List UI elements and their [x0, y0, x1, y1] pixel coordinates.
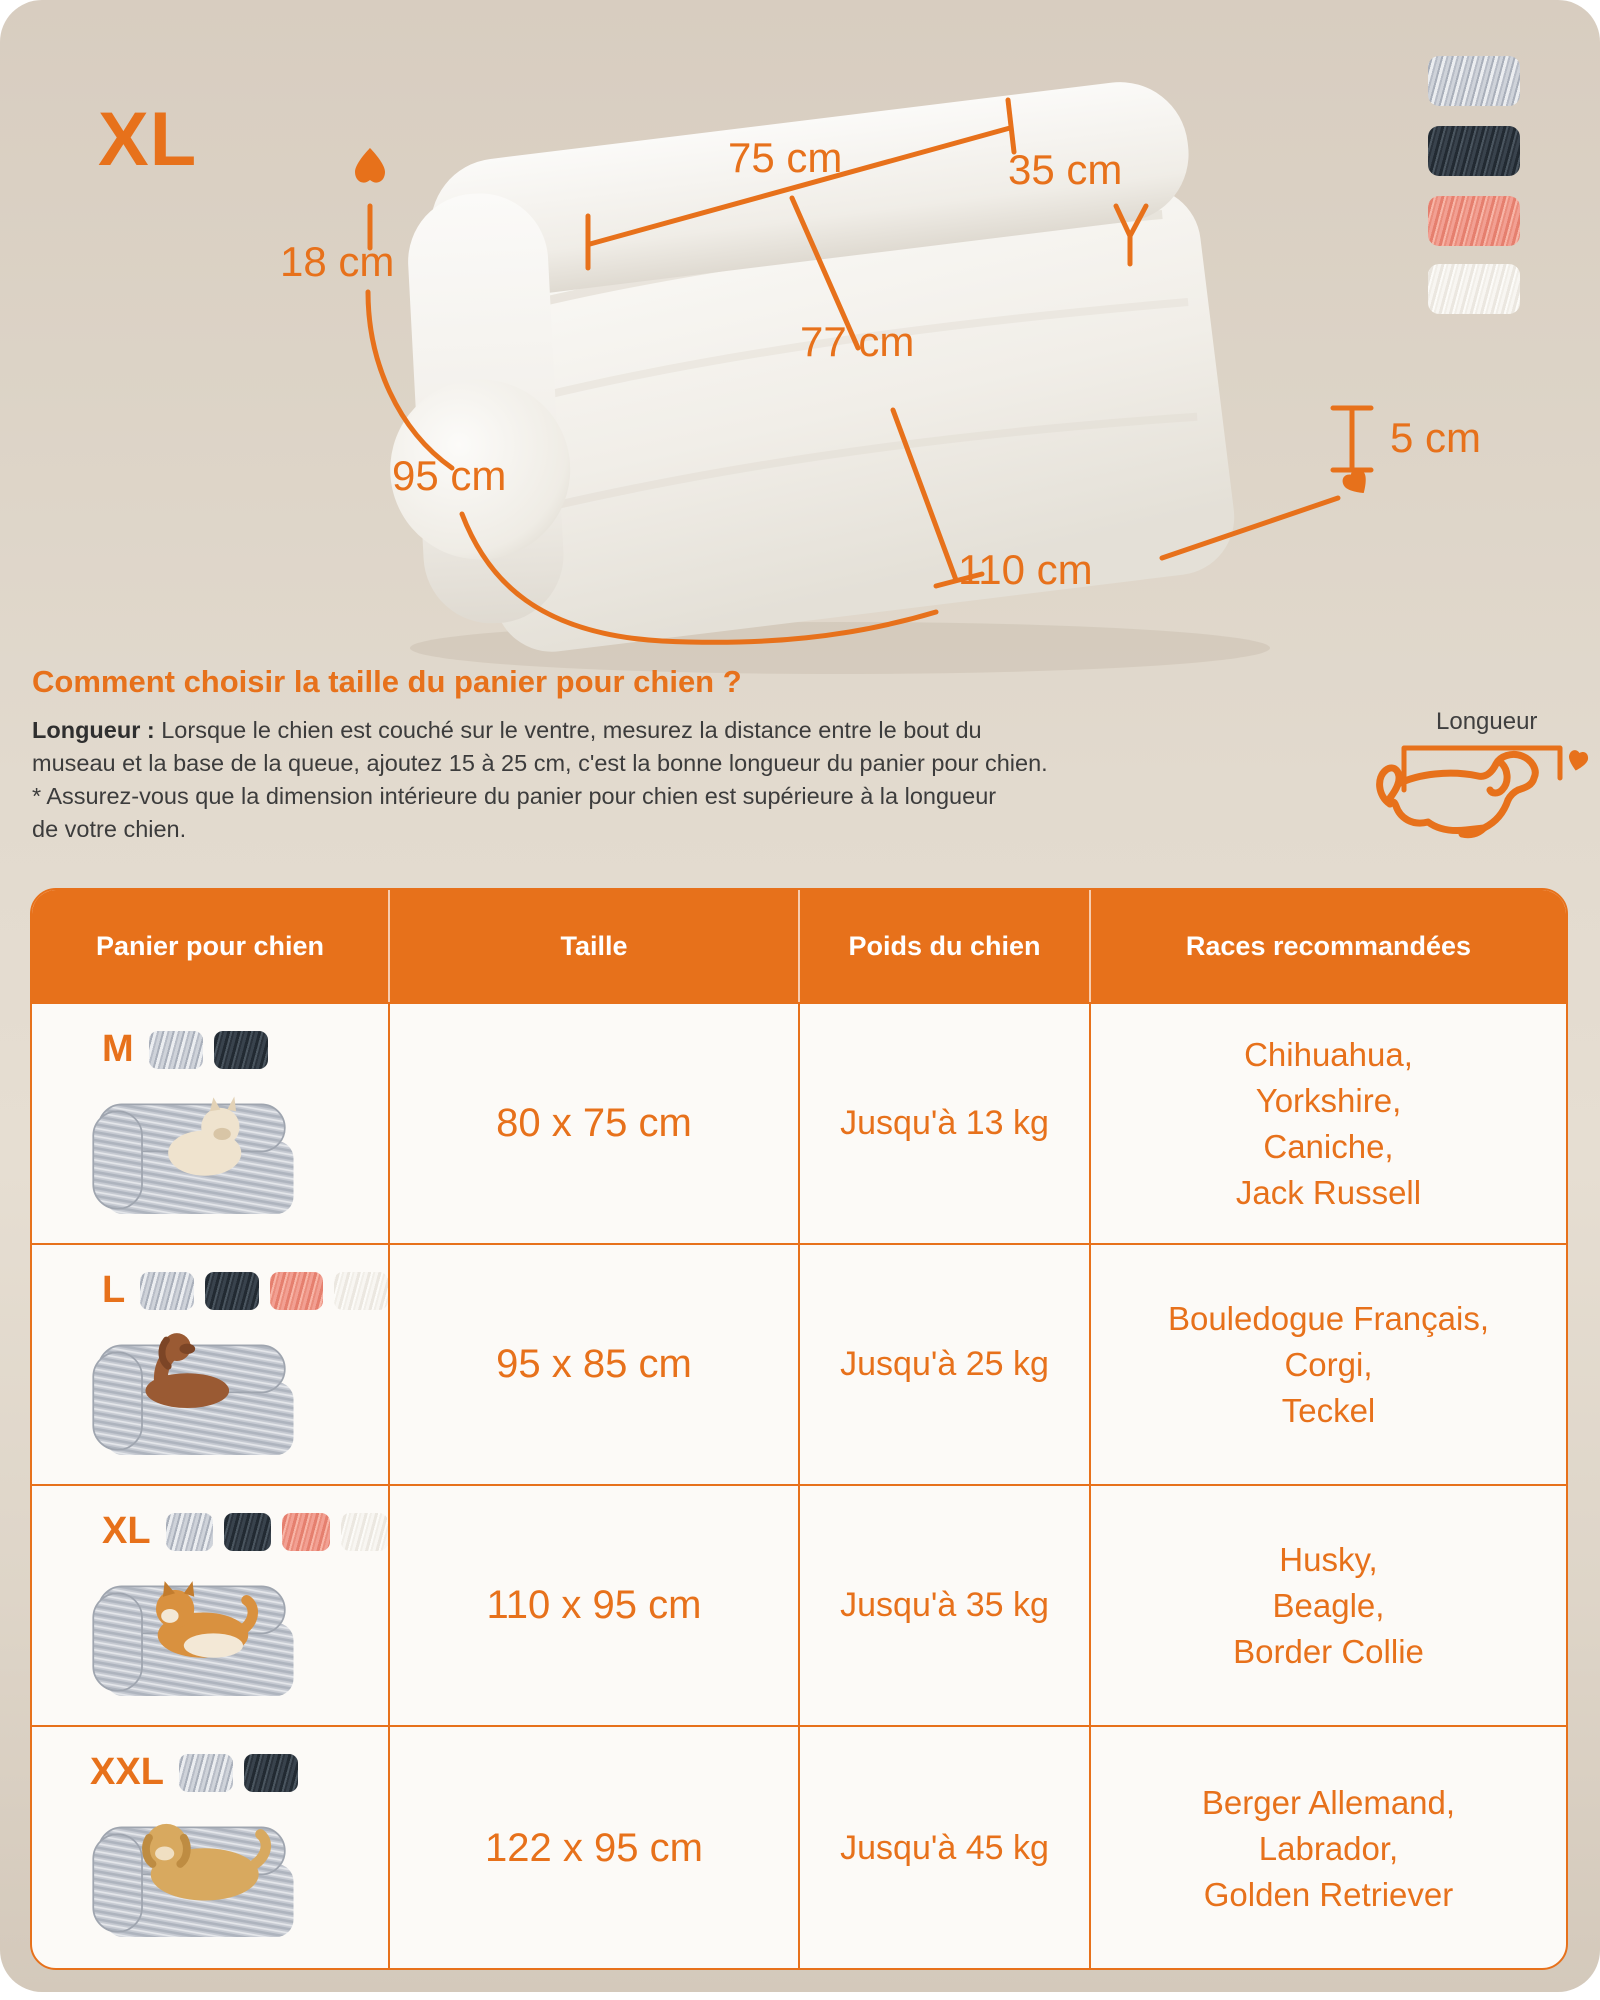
header-panier: Panier pour chien — [32, 890, 390, 1002]
product-photo-xl — [76, 1555, 316, 1703]
swatch-grey-icon — [140, 1272, 194, 1310]
product-cell-l — [32, 1243, 390, 1484]
swatch-grey-icon — [149, 1031, 203, 1069]
dim-inner-width: 77 cm — [800, 318, 915, 365]
race-item: Labrador, — [1258, 1829, 1399, 1867]
swatch-pink-icon — [270, 1272, 324, 1310]
dim-side-depth: 95 cm — [392, 452, 507, 499]
poids-value: Jusqu'à 35 kg — [840, 1586, 1049, 1624]
dim-mat-thickness: 5 cm — [1390, 414, 1482, 461]
race-item: Teckel — [1281, 1391, 1376, 1429]
table-row — [32, 1243, 1566, 1484]
product-photo-xxl — [76, 1796, 316, 1944]
table-header-row — [32, 890, 1566, 1002]
dim-total-width: 110 cm — [958, 546, 1093, 593]
race-item: Husky, — [1279, 1540, 1378, 1578]
race-item: Beagle, — [1272, 1586, 1385, 1624]
product-cell-m — [32, 1002, 390, 1243]
taille-value: 95 x 85 cm — [496, 1342, 692, 1386]
swatch-dark-icon — [224, 1513, 271, 1551]
longueur-diagram — [0, 0, 1600, 900]
taille-value: 122 x 95 cm — [485, 1826, 703, 1870]
race-item: Jack Russell — [1235, 1173, 1422, 1211]
guide-line4: de votre chien. — [32, 816, 187, 842]
poids-value: Jusqu'à 25 kg — [840, 1345, 1049, 1383]
header-taille: Taille — [390, 890, 800, 1002]
race-item: Berger Allemand, — [1201, 1783, 1456, 1821]
race-item: Bouledogue Français, — [1167, 1299, 1490, 1337]
races-list — [1168, 1296, 1489, 1434]
swatch-dark-icon — [214, 1031, 268, 1069]
product-photo-l — [76, 1314, 316, 1462]
row-size-label: L — [102, 1269, 126, 1311]
header-races: Races recommandées — [1185, 930, 1472, 961]
size-table — [30, 888, 1568, 1970]
swatch-dark-icon — [244, 1754, 298, 1792]
small-heart-icon — [1566, 749, 1589, 772]
guide-line3: * Assurez-vous que la dimension intérieure du panier pour chien est supérieure à la longueur — [32, 783, 997, 809]
races-list — [1233, 1537, 1424, 1675]
table-row — [32, 1484, 1566, 1725]
race-item: Chihuahua, — [1244, 1035, 1413, 1073]
guide-line1: Lorsque le chien est couché sur le ventre, mesurez la distance entre le bout du — [154, 717, 982, 743]
races-list — [1202, 1780, 1455, 1918]
race-item: Corgi, — [1284, 1345, 1373, 1383]
dim-back-depth: 35 cm — [1008, 146, 1123, 193]
guide-line2: museau et la base de la queue, ajoutez 15 à 25 cm, c'est la bonne longueur du panier pour chien. — [32, 750, 1048, 776]
taille-value: 80 x 75 cm — [496, 1101, 692, 1145]
swatch-white-icon — [341, 1513, 388, 1551]
poids-value: Jusqu'à 13 kg — [840, 1104, 1049, 1142]
hero-size-label: XL — [98, 97, 198, 182]
swatch-grey-icon — [166, 1513, 213, 1551]
product-cell-xl — [32, 1484, 390, 1725]
row-size-label: M — [102, 1028, 134, 1070]
longueur-diagram-label: Longueur — [1436, 708, 1538, 735]
race-item: Border Collie — [1233, 1632, 1424, 1670]
race-item: Caniche, — [1263, 1127, 1394, 1165]
swatch-dark-icon — [205, 1272, 259, 1310]
race-item: Golden Retriever — [1203, 1875, 1454, 1913]
product-cell-xxl — [32, 1725, 390, 1970]
taille-value: 110 x 95 cm — [486, 1583, 702, 1627]
races-list — [1236, 1032, 1421, 1216]
row-size-label: XL — [102, 1510, 151, 1552]
row-size-label: XXL — [90, 1751, 164, 1793]
guide-lead-label: Longueur : — [32, 717, 155, 743]
swatch-white-icon — [334, 1272, 388, 1310]
poids-value: Jusqu'à 45 kg — [840, 1829, 1049, 1867]
guide-heading: Comment choisir la taille du panier pour chien ? — [32, 664, 742, 699]
header-poids: Poids du chien — [800, 890, 1091, 1002]
table-row — [32, 1002, 1566, 1243]
dim-back-width: 75 cm — [728, 134, 843, 181]
product-photo-m — [76, 1073, 316, 1221]
dim-bolster-height: 18 cm — [280, 238, 395, 285]
race-item: Yorkshire, — [1255, 1081, 1402, 1119]
swatch-pink-icon — [282, 1513, 329, 1551]
table-row — [32, 1725, 1566, 1970]
swatch-grey-icon — [179, 1754, 233, 1792]
